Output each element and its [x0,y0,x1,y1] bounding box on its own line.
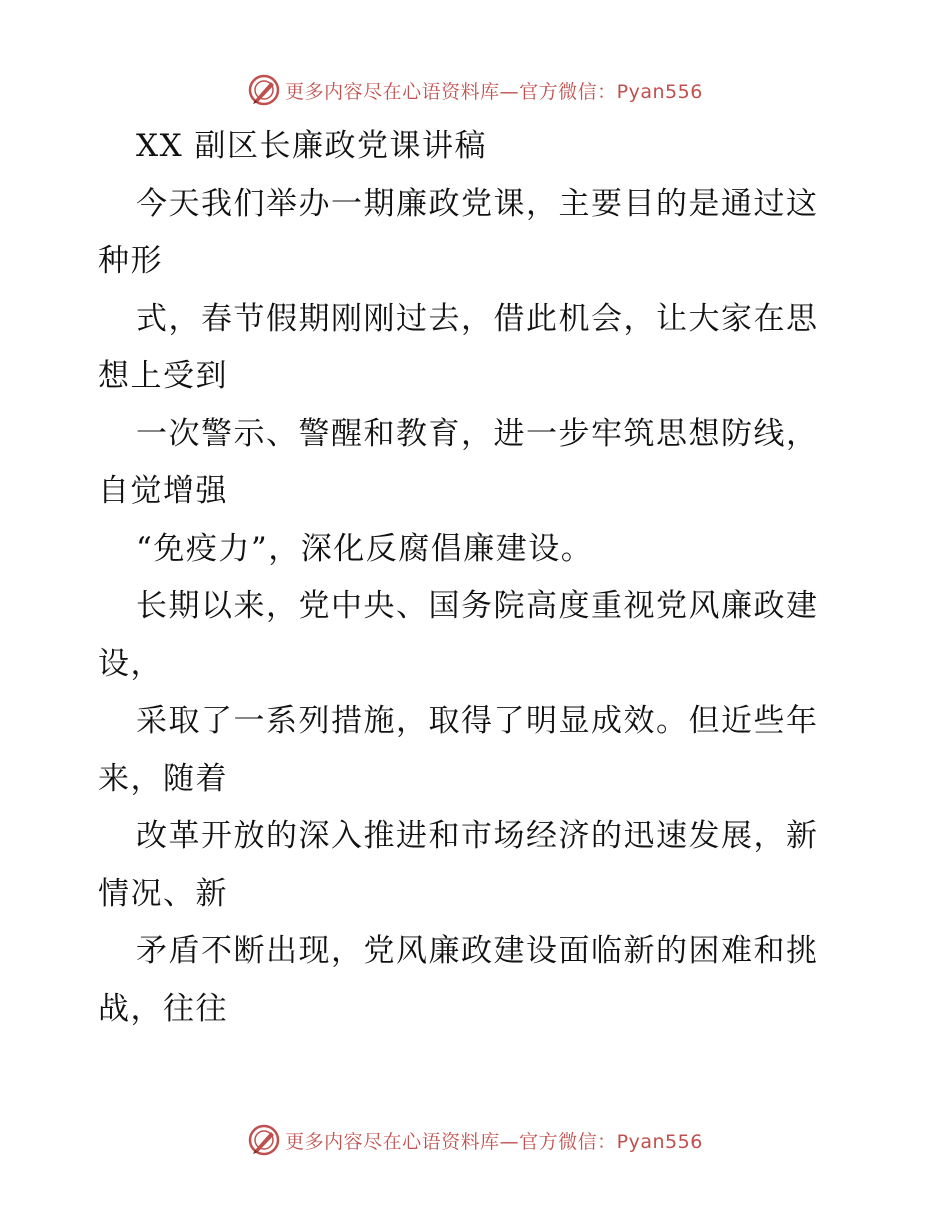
text-line: 长期以来，党中央、国务院高度重视党风廉政建 [136,588,819,624]
text-line: 情况、新 [98,875,228,912]
text-line: 一次警示、警醒和教育，进一步牢筑思想防线， [136,415,819,452]
footer-watermark-text: 更多内容尽在心语资料库—官方微信：Pyan556 [285,1130,703,1153]
text-line: 改革开放的深入推进和市场经济的迅速发展，新 [136,818,819,854]
pen-logo-icon [247,1123,281,1157]
text-line: 来，随着 [98,760,228,797]
text-line: 种形 [98,243,163,279]
text-line: 想上受到 [98,358,228,394]
text-line: 矛盾不断出现，党风廉政建设面临新的困难和挑 [136,933,819,969]
footer-watermark [0,1120,950,1160]
header-watermark-text: 更多内容尽在心语资料库—官方微信：Pyan556 [285,80,703,103]
text-line: 今天我们举办一期廉政党课，主要目的是通过这 [136,185,819,222]
text-line: 采取了一系列措施，取得了明显成效。但近些年 [136,703,819,739]
text-line: 式，春节假期刚刚过去，借此机会，让大家在思 [136,300,819,337]
document-body [98,118,858,1038]
text-line: “免疫力”，深化反腐倡廉建设。 [136,530,594,567]
text-line: 自觉增强 [98,473,228,509]
text-line: 战，往往 [98,990,228,1027]
pen-logo-icon [247,73,281,107]
text-line: 设， [98,645,163,682]
document-title: XX 副区长廉政党课讲稿 [136,128,487,164]
header-watermark [0,70,950,110]
